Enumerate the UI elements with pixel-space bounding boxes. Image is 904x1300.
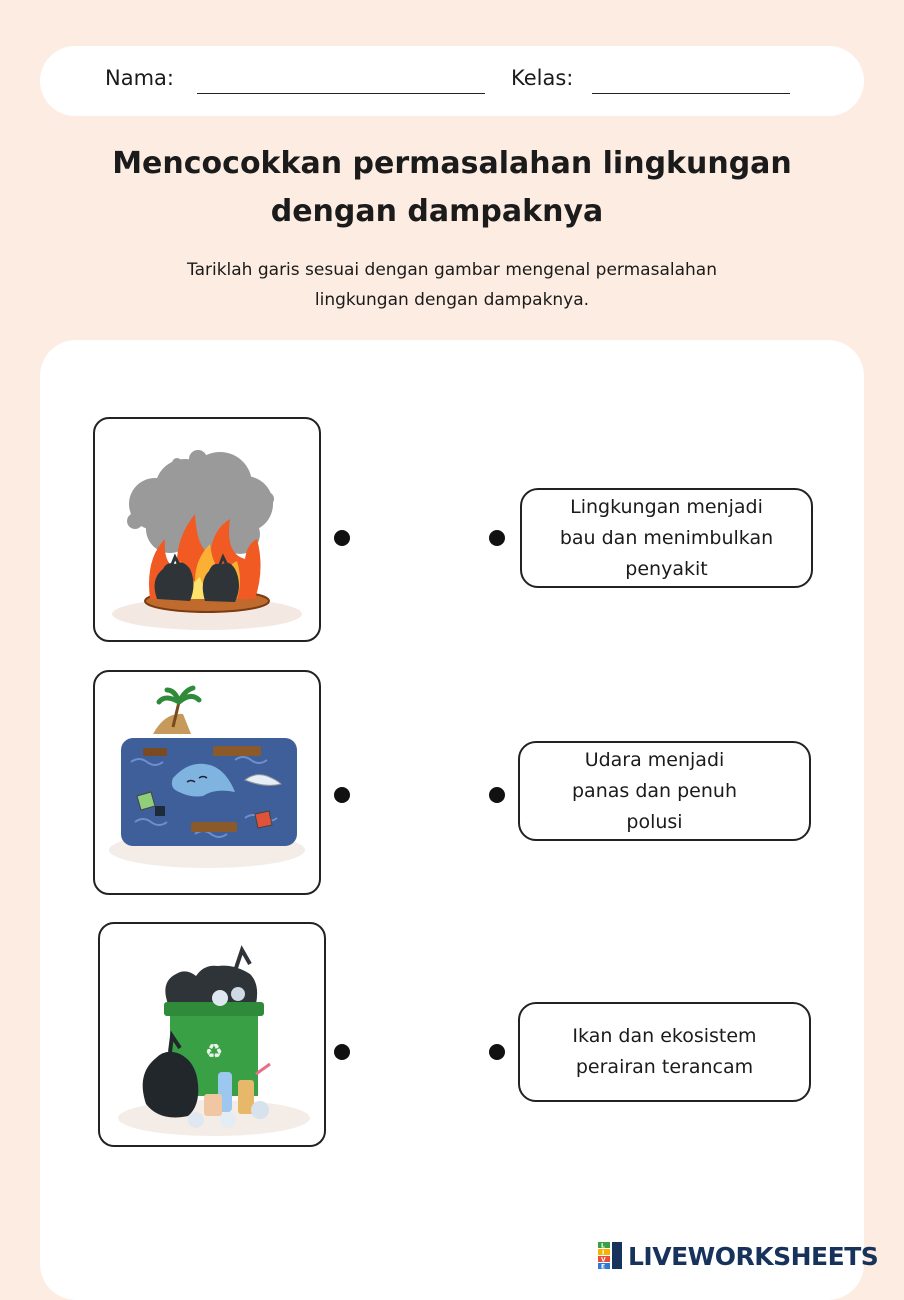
burning-trash-icon: [95, 419, 323, 644]
svg-text:♻: ♻: [205, 1039, 223, 1063]
impact-card-smell-disease: [520, 488, 813, 588]
name-input-line[interactable]: [197, 93, 485, 94]
impact-connector-dot-2[interactable]: [489, 787, 505, 803]
liveworksheets-mark-icon: [598, 1242, 624, 1270]
page-title: [0, 140, 904, 236]
impact-connector-dot-3[interactable]: [489, 1044, 505, 1060]
logo-text: LIVEWORKSHEETS: [628, 1241, 879, 1271]
impact-3-line-1: Ikan dan ekosistem: [572, 1025, 757, 1047]
impact-card-fish-ecosystem: [518, 1002, 811, 1102]
title-line-1: Mencocokkan permasalahan lingkungan: [112, 146, 792, 181]
impact-2-line-2: panas dan penuh: [572, 779, 737, 802]
logo-letter-l: L: [601, 1242, 605, 1250]
impact-2-line-1: Udara menjadi: [584, 748, 725, 771]
instruction-line-1: Tariklah garis sesuai dengan gambar mengenal permasalahan: [187, 260, 717, 280]
instruction-text: [120, 255, 784, 315]
problem-connector-dot-2[interactable]: [334, 787, 350, 803]
problem-card-garbage-pile: [98, 922, 326, 1147]
problem-connector-dot-1[interactable]: [334, 530, 350, 546]
problem-card-burning-trash: [93, 417, 321, 642]
garbage-pile-icon: [100, 924, 328, 1149]
impact-1-line-2: bau dan menimbulkan: [559, 526, 774, 549]
impact-1-line-3: penyakit: [625, 557, 708, 580]
impact-1-line-1: Lingkungan menjadi: [570, 495, 763, 518]
name-label: Nama:: [105, 66, 174, 90]
instruction-line-2: lingkungan dengan dampaknya.: [314, 290, 590, 310]
impact-card-air-pollution: [518, 741, 811, 841]
class-label: Kelas:: [511, 66, 574, 90]
class-input-line[interactable]: [592, 93, 790, 94]
logo-letter-e: E: [601, 1263, 606, 1270]
logo-letter-i: I: [602, 1249, 605, 1257]
problem-card-ocean-pollution: [93, 670, 321, 895]
impact-2-line-3: polusi: [626, 810, 683, 833]
logo-letter-v: V: [601, 1256, 606, 1264]
ocean-pollution-icon: [95, 672, 323, 897]
impact-connector-dot-1[interactable]: [489, 530, 505, 546]
problem-connector-dot-3[interactable]: [334, 1044, 350, 1060]
title-line-2: dengan dampaknya: [270, 194, 604, 229]
liveworksheets-logo: [598, 1240, 878, 1272]
impact-3-line-2: perairan terancam: [575, 1056, 754, 1078]
